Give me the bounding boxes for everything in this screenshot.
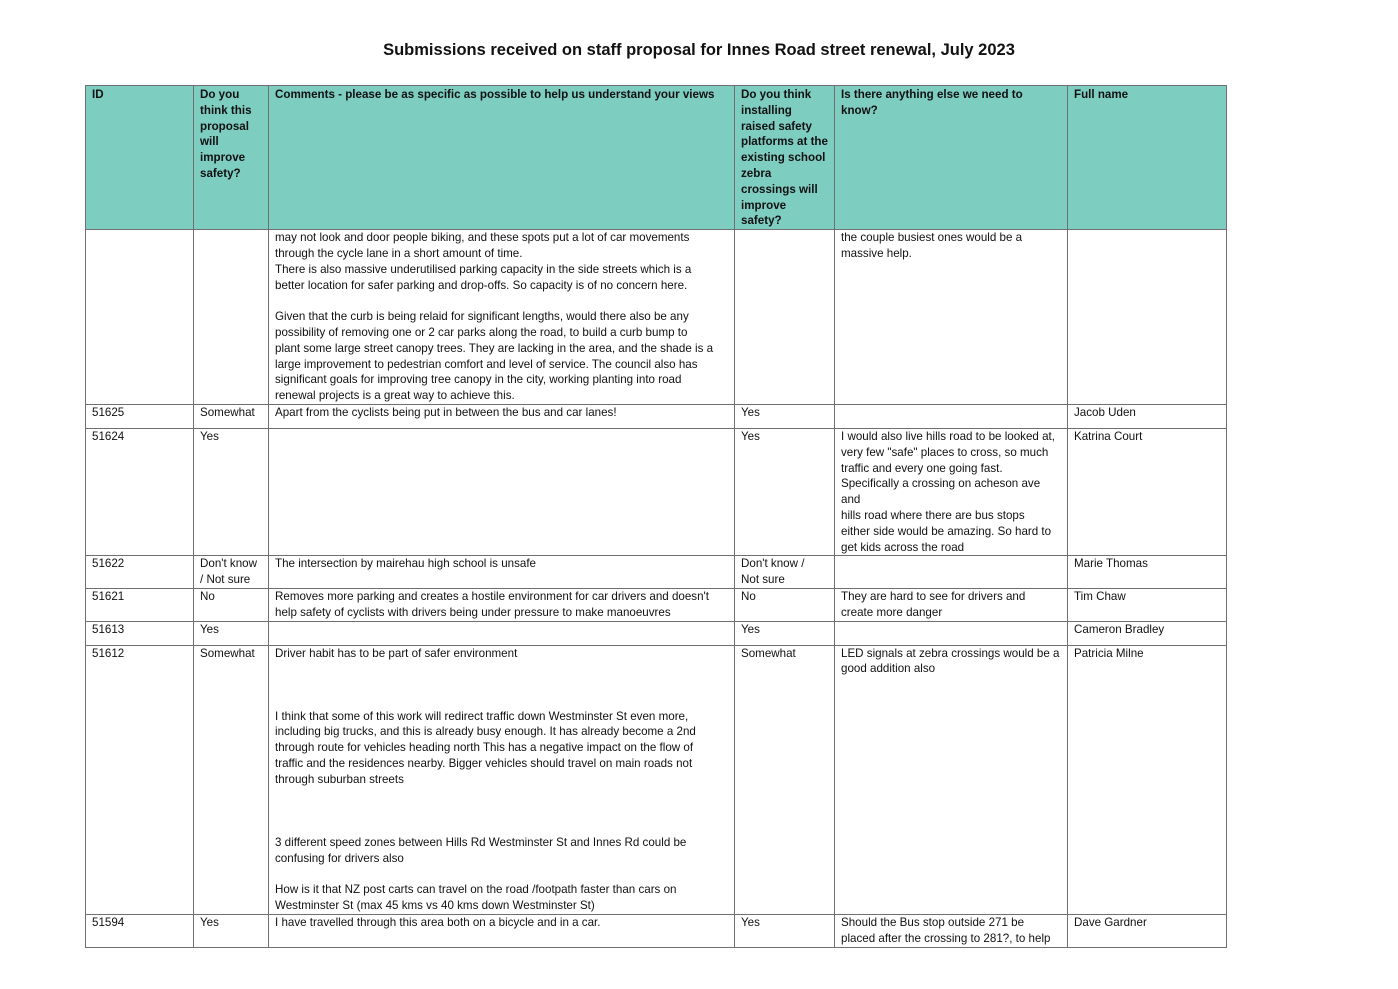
cell-line: Should the Bus stop outside 271 be bbox=[841, 916, 1025, 930]
cell-line: through suburban streets bbox=[275, 772, 404, 786]
cell-line: There is also massive underutilised parking capacity in the side streets which is a bbox=[275, 262, 692, 276]
cell-line: better location for safer parking and drop-offs. So capacity is of no concern here. bbox=[275, 278, 688, 292]
cell-line: Removes more parking and creates a hostile environment for car drivers and doesn't bbox=[275, 589, 709, 603]
cell-line: confusing for drivers also bbox=[275, 851, 404, 865]
cell-line: get kids across the road bbox=[841, 540, 965, 554]
cell-full-name: Tim Chaw bbox=[1068, 588, 1227, 621]
cell-line: Specifically a crossing on acheson ave and bbox=[841, 477, 1044, 507]
cell-comments: Apart from the cyclists being put in between the bus and car lanes! bbox=[269, 404, 735, 428]
cell-improve-safety: Yes bbox=[194, 428, 269, 555]
cell-comments: The intersection by mairehau high school is unsafe bbox=[269, 556, 735, 589]
cell-platforms: Yes bbox=[735, 621, 835, 645]
cell-platforms bbox=[735, 230, 835, 405]
header-platforms: Do you think installing raised safety platforms at the existing school zebra crossings will improve safety? bbox=[735, 86, 835, 230]
cell-improve-safety: No bbox=[194, 588, 269, 621]
cell-comments bbox=[269, 621, 735, 645]
cell-line: hills road where there are bus stops bbox=[841, 508, 1025, 522]
cell-line: traffic and the residences nearby. Bigger vehicles should travel on main roads not bbox=[275, 757, 693, 771]
cell-line: Westminster St (max 45 kms vs 40 kms down Westminster St) bbox=[275, 899, 595, 913]
cell-full-name: Katrina Court bbox=[1068, 428, 1227, 555]
cell-platforms: Yes bbox=[735, 428, 835, 555]
cell-platforms bbox=[735, 556, 835, 589]
cell-comments bbox=[269, 428, 735, 555]
cell-improve-safety bbox=[194, 556, 269, 589]
cell-anything-else bbox=[835, 915, 1068, 948]
cell-line: 3 different speed zones between Hills Rd Westminster St and Innes Rd could be bbox=[275, 836, 687, 850]
header-full-name: Full name bbox=[1068, 86, 1227, 230]
cell-platforms: Somewhat bbox=[735, 645, 835, 915]
cell-anything-else bbox=[835, 621, 1068, 645]
cell-full-name: Cameron Bradley bbox=[1068, 621, 1227, 645]
cell-line: large improvement to pedestrian comfort and level of service. The council also has bbox=[275, 357, 698, 371]
cell-line: Driver habit has to be part of safer environment bbox=[275, 646, 518, 660]
cell-line: LED signals at zebra crossings would be a bbox=[841, 646, 1060, 660]
cell-id bbox=[86, 230, 194, 405]
cell-line: Not sure bbox=[741, 573, 785, 587]
cell-line: either side would be amazing. So hard to bbox=[841, 524, 1052, 538]
cell-line: through route for vehicles heading north This has a negative impact on the flow of bbox=[275, 741, 694, 755]
header-anything-else: Is there anything else we need to know? bbox=[835, 86, 1068, 230]
table-row bbox=[86, 621, 1227, 645]
cell-id: 51621 bbox=[86, 588, 194, 621]
cell-improve-safety: Yes bbox=[194, 621, 269, 645]
cell-line: Don't know / bbox=[741, 557, 805, 571]
cell-line: very few "safe" places to cross, so much bbox=[841, 445, 1049, 459]
cell-line: traffic and every one going fast. bbox=[841, 461, 1003, 475]
cell-platforms: Yes bbox=[735, 404, 835, 428]
cell-line: the couple busiest ones would be a bbox=[841, 231, 1023, 245]
cell-id: 51625 bbox=[86, 404, 194, 428]
table-row bbox=[86, 588, 1227, 621]
cell-line bbox=[275, 788, 729, 804]
cell-comments bbox=[269, 588, 735, 621]
cell-line: create more danger bbox=[841, 605, 943, 619]
cell-line bbox=[275, 661, 729, 677]
table-row bbox=[86, 915, 1227, 948]
cell-id: 51613 bbox=[86, 621, 194, 645]
cell-improve-safety: Somewhat bbox=[194, 404, 269, 428]
cell-full-name: Patricia Milne bbox=[1068, 645, 1227, 915]
cell-improve-safety: Somewhat bbox=[194, 645, 269, 915]
table-header-row bbox=[86, 86, 1227, 230]
cell-line bbox=[275, 867, 729, 883]
cell-line: help safety of cyclists with drivers being under pressure to make manoeuvres bbox=[275, 605, 671, 619]
header-comments: Comments - please be as specific as possible to help us understand your views bbox=[269, 86, 735, 230]
cell-line: / Not sure bbox=[200, 573, 251, 587]
cell-line: I think that some of this work will redirect traffic down Westminster St even more, bbox=[275, 709, 689, 723]
cell-platforms: No bbox=[735, 588, 835, 621]
cell-improve-safety bbox=[194, 230, 269, 405]
cell-line: through the cycle lane in a short amount of time. bbox=[275, 246, 523, 260]
cell-line: significant goals for improving tree canopy in the city, working planting into road bbox=[275, 373, 682, 387]
cell-platforms: Yes bbox=[735, 915, 835, 948]
cell-id: 51612 bbox=[86, 645, 194, 915]
table-row bbox=[86, 404, 1227, 428]
cell-full-name bbox=[1068, 230, 1227, 405]
cell-anything-else bbox=[835, 428, 1068, 555]
table-row bbox=[86, 645, 1227, 915]
cell-id: 51624 bbox=[86, 428, 194, 555]
cell-id: 51622 bbox=[86, 556, 194, 589]
cell-line bbox=[275, 293, 729, 309]
cell-line: good addition also bbox=[841, 662, 936, 676]
cell-line: may not look and door people biking, and these spots put a lot of car movements bbox=[275, 231, 690, 245]
cell-id: 51594 bbox=[86, 915, 194, 948]
cell-comments bbox=[269, 645, 735, 915]
table-row bbox=[86, 556, 1227, 589]
cell-line: including big trucks, and this is already busy enough. It has already become a 2nd bbox=[275, 725, 696, 739]
page-title: Submissions received on staff proposal for Innes Road street renewal, July 2023 bbox=[383, 41, 1015, 59]
cell-line: They are hard to see for drivers and bbox=[841, 589, 1026, 603]
cell-line: Given that the curb is being relaid for significant lengths, would there also be any bbox=[275, 310, 689, 324]
cell-line: I would also live hills road to be looked at, bbox=[841, 429, 1055, 443]
cell-anything-else bbox=[835, 556, 1068, 589]
cell-anything-else bbox=[835, 645, 1068, 915]
cell-improve-safety: Yes bbox=[194, 915, 269, 948]
submissions-table bbox=[85, 85, 1227, 948]
header-id: ID bbox=[86, 86, 194, 230]
cell-line: How is it that NZ post carts can travel on the road /footpath faster than cars on bbox=[275, 883, 677, 897]
cell-line bbox=[275, 803, 729, 819]
header-improve-safety: Do you think this proposal will improve safety? bbox=[194, 86, 269, 230]
cell-full-name: Dave Gardner bbox=[1068, 915, 1227, 948]
cell-anything-else bbox=[835, 230, 1068, 405]
cell-line: renewal projects is a great way to achieve this. bbox=[275, 389, 515, 403]
table-row bbox=[86, 428, 1227, 555]
cell-line: massive help. bbox=[841, 246, 912, 260]
cell-comments bbox=[269, 230, 735, 405]
table-row bbox=[86, 230, 1227, 405]
cell-line: placed after the crossing to 281?, to help bbox=[841, 931, 1051, 945]
cell-line: plant some large street canopy trees. They are lacking in the area, and the shade is a bbox=[275, 341, 714, 355]
cell-line: possibility of removing one or 2 car parks along the road, to build a curb bump to bbox=[275, 325, 688, 339]
cell-line bbox=[275, 677, 729, 693]
cell-line: Don't know bbox=[200, 557, 257, 571]
cell-comments: I have travelled through this area both on a bicycle and in a car. bbox=[269, 915, 735, 948]
cell-line bbox=[275, 819, 729, 835]
cell-full-name: Marie Thomas bbox=[1068, 556, 1227, 589]
cell-full-name: Jacob Uden bbox=[1068, 404, 1227, 428]
cell-anything-else bbox=[835, 588, 1068, 621]
cell-anything-else bbox=[835, 404, 1068, 428]
cell-line bbox=[275, 693, 729, 709]
